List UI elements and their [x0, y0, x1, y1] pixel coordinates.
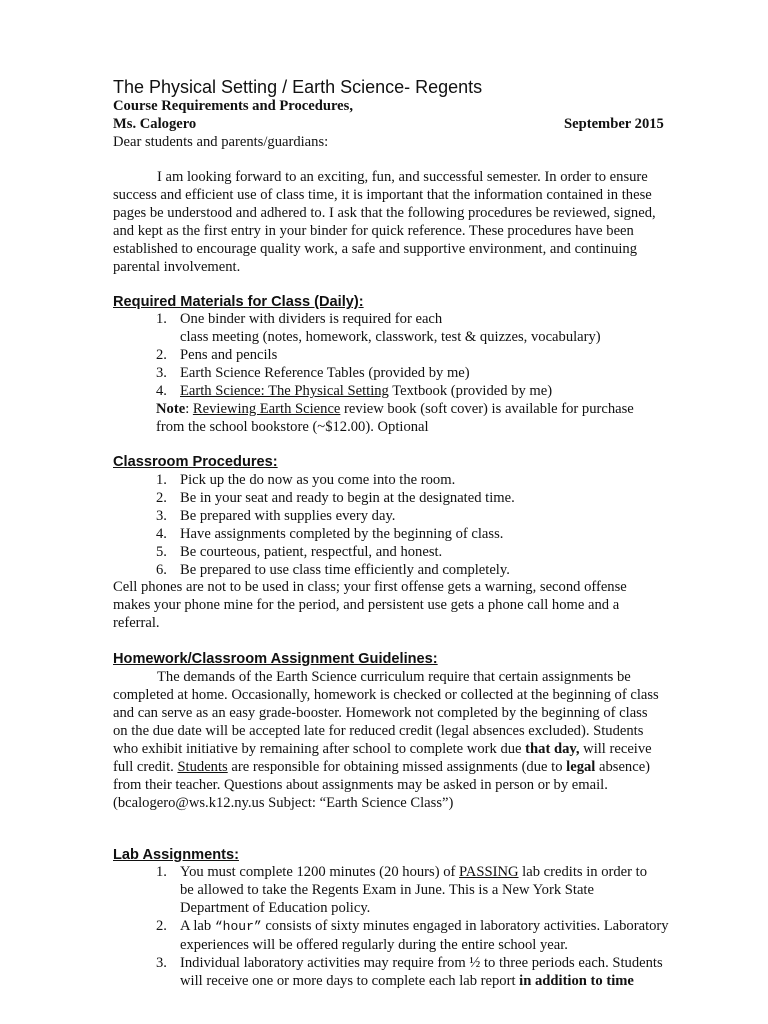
emphasis: Students: [177, 759, 228, 775]
list-number: 4.: [156, 526, 167, 542]
list-item-text: One binder with dividers is required for each: [180, 311, 443, 327]
list-item: [156, 543, 515, 561]
list-item: [156, 954, 669, 972]
list-item: [156, 863, 669, 881]
homework-line: [113, 758, 673, 776]
teacher-name: Ms. Calogero: [113, 116, 197, 132]
phone-policy: [113, 578, 673, 632]
list-item-text: class meeting (notes, homework, classwork, test & quizzes, vocabulary): [180, 329, 601, 345]
lab-heading: Lab Assignments:: [113, 847, 239, 863]
list-number: 1.: [156, 864, 167, 880]
note-label: Note: [156, 401, 186, 417]
list-item: [156, 382, 601, 400]
list-item: [156, 346, 601, 364]
list-item-text: Be courteous, patient, respectful, and honest.: [180, 544, 443, 560]
materials-note-line2: from the school bookstore (~$12.00). Optional: [156, 419, 429, 435]
list-item-text: Earth Science Reference Tables (provided by me): [180, 365, 470, 381]
emphasis: legal: [566, 759, 596, 775]
phone-policy-line: makes your phone mine for the period, and persistent use gets a phone call home and a: [113, 597, 620, 613]
list-item: [156, 489, 515, 507]
phone-policy-line: referral.: [113, 615, 160, 631]
text: be allowed to take the Regents Exam in June. This is a New York State: [180, 882, 594, 898]
list-item: [156, 310, 601, 328]
homework-line: on the due date will be accepted late for reduced credit (legal absences excluded). Students: [113, 723, 644, 739]
text: experiences will be offered regularly during the entire school year.: [180, 937, 568, 953]
emphasis: PASSING: [459, 864, 519, 880]
intro-line: pages be understood and adhered to. I ask that the following procedures be reviewed, signed,: [113, 205, 656, 221]
list-number: 3.: [156, 365, 167, 381]
materials-heading: Required Materials for Class (Daily):: [113, 294, 364, 310]
list-number: 3.: [156, 955, 167, 971]
homework-line: The demands of the Earth Science curriculum require that certain assignments be: [157, 669, 631, 685]
homework-heading: Homework/Classroom Assignment Guidelines:: [113, 651, 438, 667]
review-book-title: Reviewing Earth Science: [192, 401, 341, 417]
list-item-continuation: [156, 936, 669, 954]
procedures-list: [156, 471, 515, 579]
intro-paragraph: [113, 168, 673, 276]
list-item: [156, 507, 515, 525]
text: consists of sixty minutes engaged in laboratory activities. Laboratory: [261, 918, 669, 934]
list-item-text: Be prepared with supplies every day.: [180, 508, 396, 524]
text: A lab: [180, 918, 215, 934]
homework-line: and can serve as an easy grade-booster. Homework not completed by the beginning of class: [113, 705, 648, 721]
text: absence): [595, 759, 651, 775]
list-item: [156, 525, 515, 543]
text: will receive one or more days to complete each lab report: [180, 973, 520, 989]
intro-line: and kept as the first entry in your binder for quick reference. These procedures have been: [113, 223, 634, 239]
text: lab credits in order to: [518, 864, 647, 880]
list-item-text: Textbook (provided by me): [388, 383, 553, 399]
list-number: 2.: [156, 347, 167, 363]
intro-line: parental involvement.: [113, 259, 241, 275]
note-sep: :: [185, 401, 193, 417]
list-item: [156, 364, 601, 382]
list-number: 2.: [156, 918, 167, 934]
homework-line: [113, 740, 673, 758]
text: You must complete 1200 minutes (20 hours) of: [180, 864, 460, 880]
list-item-continuation: [156, 972, 669, 990]
phone-policy-line: Cell phones are not to be used in class; your first offense gets a warning, second offense: [113, 579, 627, 595]
list-number: 4.: [156, 383, 167, 399]
list-item-text: Pens and pencils: [180, 347, 278, 363]
lab-list: [156, 863, 669, 990]
intro-line: I am looking forward to an exciting, fun, and successful semester. In order to ensure: [157, 169, 648, 185]
emphasis: that day,: [525, 741, 580, 757]
list-item-continuation: [156, 899, 669, 917]
note-text: review book (soft cover) is available for purchase: [340, 401, 634, 417]
list-number: 6.: [156, 562, 167, 578]
list-number: 1.: [156, 472, 167, 488]
document-title: The Physical Setting / Earth Science- Regents: [113, 77, 483, 97]
homework-line: (bcalogero@ws.k12.ny.us Subject: “Earth Science Class”): [113, 795, 454, 811]
greeting: Dear students and parents/guardians:: [113, 134, 329, 150]
intro-line: established to encourage quality work, a safe and supportive environment, and continuing: [113, 241, 638, 257]
homework-line: completed at home. Occasionally, homework is checked or collected at the beginning of class: [113, 687, 659, 703]
intro-line: success and efficient use of class time, it is important that the information contained in these: [113, 187, 652, 203]
document-subtitle: Course Requirements and Procedures,: [113, 98, 353, 114]
list-item: [156, 917, 669, 936]
list-item-text: Have assignments completed by the beginning of class.: [180, 526, 504, 542]
list-number: 1.: [156, 311, 167, 327]
text: who exhibit initiative by remaining after school to complete work due: [113, 741, 526, 757]
text: full credit.: [113, 759, 178, 775]
list-number: 2.: [156, 490, 167, 506]
text: are responsible for obtaining missed assignments (due to: [227, 759, 567, 775]
text: Department of Education policy.: [180, 900, 371, 916]
procedures-heading: Classroom Procedures:: [113, 454, 278, 470]
homework-paragraph: [113, 668, 673, 812]
textbook-title: Earth Science: The Physical Setting: [180, 383, 389, 399]
list-item-text: Be in your seat and ready to begin at the designated time.: [180, 490, 515, 506]
emphasis: in addition to time: [519, 973, 634, 989]
list-item-text: Pick up the do now as you come into the room.: [180, 472, 456, 488]
emphasis: “hour”: [214, 919, 262, 934]
list-item-text: Be prepared to use class time efficiently and completely.: [180, 562, 510, 578]
homework-line: from their teacher. Questions about assignments may be asked in person or by email.: [113, 777, 608, 793]
text: will receive: [579, 741, 652, 757]
list-item-continuation: [156, 881, 669, 899]
text: Individual laboratory activities may require from ½ to three periods each. Students: [180, 955, 663, 971]
list-number: 5.: [156, 544, 167, 560]
materials-list: [156, 310, 601, 400]
list-number: 3.: [156, 508, 167, 524]
document-date: September 2015: [564, 116, 664, 132]
list-item: [156, 561, 515, 579]
list-item-continuation: [156, 328, 601, 346]
list-item: [156, 471, 515, 489]
materials-note: [156, 400, 634, 418]
